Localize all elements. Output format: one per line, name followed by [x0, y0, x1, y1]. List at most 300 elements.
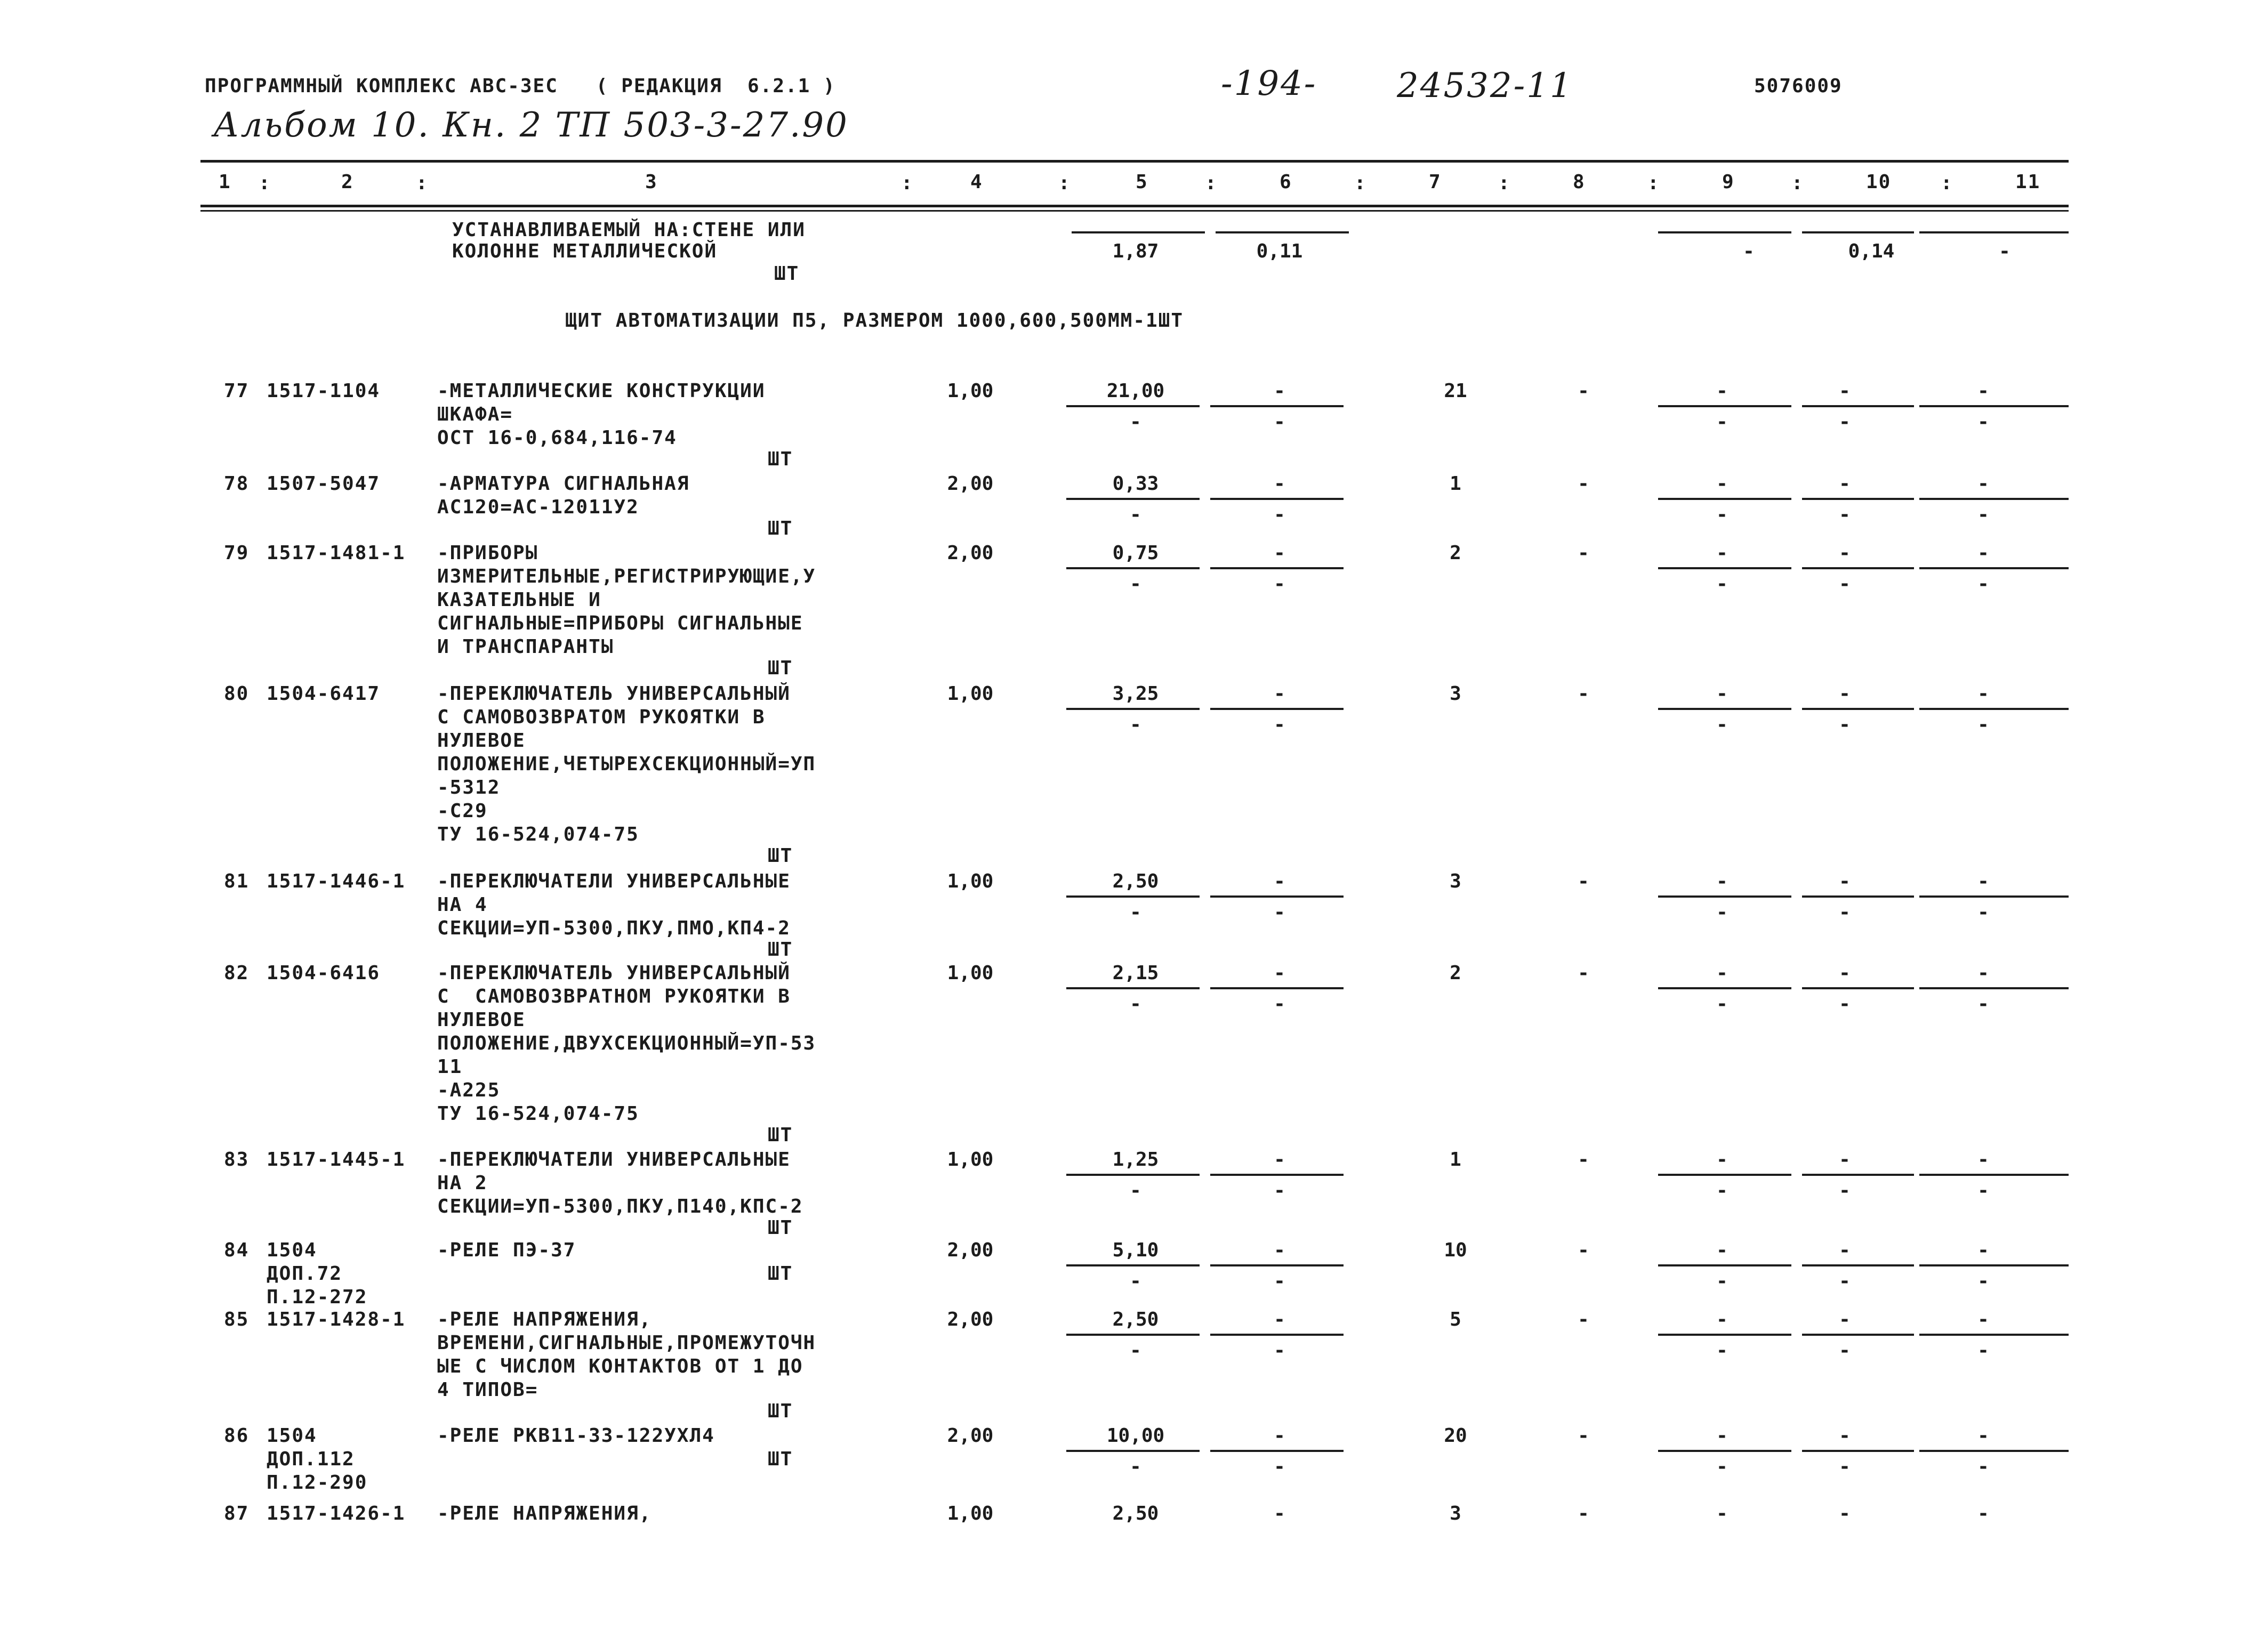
row-unit: ШТ: [768, 939, 793, 961]
cell-divider: [1066, 708, 1200, 710]
cell-divider: [1802, 895, 1914, 898]
row-value-6: -: [1274, 1239, 1285, 1261]
cell-divider: [1658, 1450, 1791, 1452]
row-value-8: -: [1578, 542, 1589, 564]
row-value-10: -: [1839, 542, 1851, 564]
column-separator: :: [259, 172, 271, 194]
program-title: ПРОГРАММНЫЙ КОМПЛЕКС АВС-3ЕС ( РЕДАКЦИЯ 6.2.1 ): [205, 75, 836, 97]
row-description: -ПЕРЕКЛЮЧАТЕЛИ УНИВЕРСАЛЬНЫЕ: [437, 1149, 791, 1171]
row-value-11: -: [1977, 380, 1989, 402]
row-value-6: -: [1274, 1149, 1285, 1171]
row-subvalue-6: -: [1274, 1270, 1285, 1292]
header-rule-top: [200, 160, 2069, 163]
row-value-6: -: [1274, 542, 1285, 564]
row-value-9: -: [1716, 473, 1728, 495]
intro-dash-6: [1216, 231, 1349, 233]
header-rule-bottom: [200, 205, 2069, 207]
row-value-11: -: [1977, 1149, 1989, 1171]
row-value-7: 1: [1450, 1149, 1461, 1171]
row-description: -РЕЛЕ НАПРЯЖЕНИЯ,: [437, 1309, 652, 1330]
row-value-9: -: [1716, 380, 1728, 402]
cell-divider: [1210, 987, 1344, 989]
column-separator: :: [1647, 172, 1660, 194]
cell-divider: [1919, 1450, 2069, 1452]
cell-divider: [1210, 1264, 1344, 1266]
row-subvalue-10: -: [1839, 993, 1851, 1015]
row-code: ДОП.72: [267, 1263, 343, 1285]
row-subvalue-10: -: [1839, 1270, 1851, 1292]
cell-divider: [1802, 1450, 1914, 1452]
row-value-8: -: [1578, 1309, 1589, 1330]
row-description: -АРМАТУРА СИГНАЛЬНАЯ: [437, 473, 690, 495]
row-value-7: 2: [1450, 962, 1461, 984]
row-subvalue-11: -: [1977, 1270, 1989, 1292]
column-header-8: 8: [1573, 171, 1586, 193]
column-separator: :: [1498, 172, 1511, 194]
row-value-6: -: [1274, 683, 1285, 705]
column-header-11: 11: [2015, 171, 2041, 193]
row-description: -А225: [437, 1079, 501, 1101]
cell-divider: [1210, 1334, 1344, 1336]
row-value-8: -: [1578, 962, 1589, 984]
row-value-8: -: [1578, 1425, 1589, 1447]
row-subvalue-5: -: [1130, 411, 1141, 433]
row-number: 83: [224, 1149, 250, 1171]
cell-divider: [1210, 405, 1344, 407]
cell-divider: [1919, 895, 2069, 898]
row-subvalue-11: -: [1977, 1456, 1989, 1478]
row-value-11: -: [1977, 683, 1989, 705]
cell-divider: [1802, 987, 1914, 989]
row-value-11: -: [1977, 473, 1989, 495]
cell-divider: [1066, 567, 1200, 569]
row-subvalue-5: -: [1130, 714, 1141, 736]
row-subvalue-9: -: [1716, 901, 1728, 923]
row-value-6: -: [1274, 1503, 1285, 1524]
row-value-4: 2,00: [947, 1309, 994, 1330]
row-unit: ШТ: [768, 1400, 793, 1422]
row-value-6: -: [1274, 473, 1285, 495]
row-number: 79: [224, 542, 250, 564]
row-subvalue-9: -: [1716, 1340, 1728, 1361]
row-description: НУЛЕВОЕ: [437, 1009, 526, 1031]
row-value-4: 1,00: [947, 380, 994, 402]
row-description: НУЛЕВОЕ: [437, 730, 526, 752]
row-value-4: 2,00: [947, 542, 994, 564]
row-code: 1504-6416: [267, 962, 381, 984]
row-value-11: -: [1977, 1239, 1989, 1261]
row-value-5: 2,50: [1112, 1309, 1159, 1330]
row-description: -ПЕРЕКЛЮЧАТЕЛИ УНИВЕРСАЛЬНЫЕ: [437, 870, 791, 892]
row-description: ЫЕ С ЧИСЛОМ КОНТАКТОВ ОТ 1 ДО: [437, 1355, 803, 1377]
row-code: П.12-272: [267, 1286, 368, 1308]
cell-divider: [1066, 405, 1200, 407]
intro-unit: ШТ: [774, 263, 800, 285]
row-value-4: 2,00: [947, 1425, 994, 1447]
row-unit: ШТ: [768, 1124, 793, 1146]
row-value-9: -: [1716, 1309, 1728, 1330]
cell-divider: [1658, 708, 1791, 710]
cell-divider: [1919, 987, 2069, 989]
row-unit: ШТ: [768, 518, 793, 539]
row-value-8: -: [1578, 683, 1589, 705]
row-value-7: 1: [1450, 473, 1461, 495]
column-header-6: 6: [1280, 171, 1292, 193]
cell-divider: [1066, 1264, 1200, 1266]
row-subvalue-10: -: [1839, 573, 1851, 595]
cell-divider: [1919, 1334, 2069, 1336]
cell-divider: [1919, 567, 2069, 569]
row-subvalue-11: -: [1977, 411, 1989, 433]
document-code: 5076009: [1754, 75, 1843, 97]
cell-divider: [1802, 1334, 1914, 1336]
cell-divider: [1210, 708, 1344, 710]
row-value-4: 1,00: [947, 870, 994, 892]
row-value-5: 5,10: [1112, 1239, 1159, 1261]
row-value-4: 1,00: [947, 962, 994, 984]
cell-divider: [1066, 1334, 1200, 1336]
row-description: И ТРАНСПАРАНТЫ: [437, 636, 614, 658]
row-value-5: 0,33: [1112, 473, 1159, 495]
row-value-10: -: [1839, 1239, 1851, 1261]
intro-dash-9: [1658, 231, 1791, 233]
row-subvalue-11: -: [1977, 714, 1989, 736]
row-subvalue-9: -: [1716, 411, 1728, 433]
row-number: 87: [224, 1503, 250, 1524]
row-subvalue-6: -: [1274, 901, 1285, 923]
row-subvalue-6: -: [1274, 993, 1285, 1015]
row-unit: ШТ: [768, 1217, 793, 1239]
row-subvalue-11: -: [1977, 993, 1989, 1015]
row-code: 1517-1104: [267, 380, 381, 402]
row-value-5: 2,15: [1112, 962, 1159, 984]
row-value-8: -: [1578, 870, 1589, 892]
row-description: 4 ТИПОВ=: [437, 1379, 538, 1401]
row-value-6: -: [1274, 1425, 1285, 1447]
row-description: ПОЛОЖЕНИЕ,ДВУХСЕКЦИОННЫЙ=УП-53: [437, 1032, 816, 1054]
row-subvalue-9: -: [1716, 504, 1728, 526]
column-separator: :: [416, 172, 429, 194]
row-value-8: -: [1578, 380, 1589, 402]
row-value-11: -: [1977, 870, 1989, 892]
row-value-9: -: [1716, 542, 1728, 564]
row-value-8: -: [1578, 1239, 1589, 1261]
row-subvalue-10: -: [1839, 1340, 1851, 1361]
cell-divider: [1658, 567, 1791, 569]
row-number: 80: [224, 683, 250, 705]
intro-value-9: -: [1743, 240, 1755, 262]
column-header-4: 4: [970, 171, 983, 193]
cell-divider: [1066, 987, 1200, 989]
row-subvalue-6: -: [1274, 1340, 1285, 1361]
row-unit: ШТ: [768, 1448, 793, 1470]
row-subvalue-11: -: [1977, 901, 1989, 923]
cell-divider: [1919, 708, 2069, 710]
row-value-5: 21,00: [1106, 380, 1165, 402]
row-code: 1504: [267, 1425, 317, 1447]
row-description: КАЗАТЕЛЬНЫЕ И: [437, 589, 601, 611]
column-header-3: 3: [645, 171, 658, 193]
row-value-9: -: [1716, 962, 1728, 984]
row-description: -С29: [437, 800, 488, 822]
row-description: АС120=АС-12011У2: [437, 496, 639, 518]
row-subvalue-11: -: [1977, 573, 1989, 595]
row-value-7: 3: [1450, 1503, 1461, 1524]
row-subvalue-11: -: [1977, 504, 1989, 526]
cell-divider: [1210, 1174, 1344, 1176]
row-description: СЕКЦИИ=УП-5300,ПКУ,ПМО,КП4-2: [437, 917, 791, 939]
intro-line-1: УСТАНАВЛИВАЕМЫЙ НА:СТЕНЕ ИЛИ: [452, 219, 806, 241]
cell-divider: [1802, 1264, 1914, 1266]
intro-value-10: 0,14: [1848, 240, 1895, 262]
page-number: -194-: [1221, 64, 1317, 103]
row-description: -ПЕРЕКЛЮЧАТЕЛЬ УНИВЕРСАЛЬНЫЙ: [437, 962, 791, 984]
row-subvalue-6: -: [1274, 573, 1285, 595]
row-value-9: -: [1716, 1149, 1728, 1171]
row-value-9: -: [1716, 1503, 1728, 1524]
row-code: 1504: [267, 1239, 317, 1261]
cell-divider: [1658, 1334, 1791, 1336]
cell-divider: [1658, 987, 1791, 989]
row-value-9: -: [1716, 1425, 1728, 1447]
row-description: ТУ 16-524,074-75: [437, 824, 639, 845]
row-value-5: 0,75: [1112, 542, 1159, 564]
row-number: 77: [224, 380, 250, 402]
row-value-6: -: [1274, 1309, 1285, 1330]
row-value-11: -: [1977, 542, 1989, 564]
cell-divider: [1210, 1450, 1344, 1452]
row-description: ОСТ 16-0,684,116-74: [437, 427, 677, 449]
album-reference: Альбом 10. Кн. 2 ТП 503-3-27.90: [213, 106, 849, 145]
row-subvalue-6: -: [1274, 1456, 1285, 1478]
row-subvalue-9: -: [1716, 1270, 1728, 1292]
row-value-10: -: [1839, 962, 1851, 984]
column-header-1: 1: [219, 171, 231, 193]
intro-dash-10: [1802, 231, 1914, 233]
row-description: СЕКЦИИ=УП-5300,ПКУ,П140,КПС-2: [437, 1196, 803, 1217]
row-value-8: -: [1578, 1503, 1589, 1524]
row-number: 78: [224, 473, 250, 495]
cell-divider: [1658, 895, 1791, 898]
cell-divider: [1658, 1174, 1791, 1176]
row-subvalue-10: -: [1839, 1456, 1851, 1478]
row-value-5: 1,25: [1112, 1149, 1159, 1171]
row-value-10: -: [1839, 1309, 1851, 1330]
column-separator: :: [1205, 172, 1218, 194]
row-value-8: -: [1578, 1149, 1589, 1171]
row-subvalue-6: -: [1274, 1180, 1285, 1201]
row-value-9: -: [1716, 870, 1728, 892]
cell-divider: [1919, 1174, 2069, 1176]
row-description: -ПРИБОРЫ: [437, 542, 538, 564]
row-value-10: -: [1839, 380, 1851, 402]
row-subvalue-5: -: [1130, 1180, 1141, 1201]
row-value-11: -: [1977, 962, 1989, 984]
row-code: 1517-1426-1: [267, 1503, 406, 1524]
row-subvalue-10: -: [1839, 411, 1851, 433]
row-number: 81: [224, 870, 250, 892]
row-value-11: -: [1977, 1503, 1989, 1524]
row-number: 85: [224, 1309, 250, 1330]
row-value-8: -: [1578, 473, 1589, 495]
cell-divider: [1210, 567, 1344, 569]
cell-divider: [1802, 405, 1914, 407]
section-title: ЩИТ АВТОМАТИЗАЦИИ П5, РАЗМЕРОМ 1000,600,500ММ-1ШТ: [565, 310, 1184, 332]
row-description: НА 4: [437, 894, 488, 916]
column-separator: :: [1941, 172, 1953, 194]
row-subvalue-5: -: [1130, 1456, 1141, 1478]
row-value-5: 2,50: [1112, 870, 1159, 892]
row-code: 1517-1446-1: [267, 870, 406, 892]
cell-divider: [1066, 895, 1200, 898]
row-subvalue-9: -: [1716, 993, 1728, 1015]
row-description: -5312: [437, 777, 501, 798]
document-number: 24532-11: [1397, 66, 1573, 106]
column-separator: :: [1354, 172, 1367, 194]
row-description: -РЕЛЕ РКВ11-33-122УХЛ4: [437, 1425, 715, 1447]
column-header-2: 2: [341, 171, 354, 193]
row-value-11: -: [1977, 1309, 1989, 1330]
row-subvalue-10: -: [1839, 714, 1851, 736]
row-description: С САМОВОЗВРАТОМ РУКОЯТКИ В: [437, 706, 766, 728]
intro-value-11: -: [1999, 240, 2010, 262]
column-header-9: 9: [1722, 171, 1735, 193]
row-value-10: -: [1839, 683, 1851, 705]
row-description: 11: [437, 1056, 463, 1078]
row-subvalue-9: -: [1716, 573, 1728, 595]
row-value-11: -: [1977, 1425, 1989, 1447]
row-subvalue-11: -: [1977, 1180, 1989, 1201]
cell-divider: [1210, 498, 1344, 500]
cell-divider: [1802, 567, 1914, 569]
row-value-4: 2,00: [947, 473, 994, 495]
row-description: ТУ 16-524,074-75: [437, 1103, 639, 1125]
cell-divider: [1919, 1264, 2069, 1266]
intro-line-2: КОЛОННЕ МЕТАЛЛИЧЕСКОЙ: [452, 240, 718, 262]
row-value-4: 1,00: [947, 1503, 994, 1524]
row-code: 1507-5047: [267, 473, 381, 495]
row-description: -РЕЛЕ ПЭ-37: [437, 1239, 576, 1261]
row-value-7: 2: [1450, 542, 1461, 564]
row-subvalue-5: -: [1130, 993, 1141, 1015]
intro-dash-5: [1072, 231, 1205, 233]
row-unit: ШТ: [768, 845, 793, 867]
row-subvalue-6: -: [1274, 714, 1285, 736]
row-code: 1517-1481-1: [267, 542, 406, 564]
cell-divider: [1919, 498, 2069, 500]
row-value-7: 5: [1450, 1309, 1461, 1330]
row-subvalue-9: -: [1716, 1456, 1728, 1478]
row-value-5: 10,00: [1106, 1425, 1165, 1447]
row-description: -ПЕРЕКЛЮЧАТЕЛЬ УНИВЕРСАЛЬНЫЙ: [437, 683, 791, 705]
cell-divider: [1066, 498, 1200, 500]
row-subvalue-10: -: [1839, 504, 1851, 526]
row-number: 84: [224, 1239, 250, 1261]
row-value-6: -: [1274, 380, 1285, 402]
row-value-9: -: [1716, 1239, 1728, 1261]
row-description: ПОЛОЖЕНИЕ,ЧЕТЫРЕХСЕКЦИОННЫЙ=УП: [437, 753, 816, 775]
row-code: 1517-1428-1: [267, 1309, 406, 1330]
row-unit: ШТ: [768, 657, 793, 679]
cell-divider: [1066, 1450, 1200, 1452]
row-subvalue-10: -: [1839, 1180, 1851, 1201]
row-description: ШКАФА=: [437, 404, 513, 425]
row-subvalue-5: -: [1130, 1270, 1141, 1292]
row-value-7: 3: [1450, 683, 1461, 705]
row-subvalue-11: -: [1977, 1340, 1989, 1361]
row-value-9: -: [1716, 683, 1728, 705]
cell-divider: [1802, 498, 1914, 500]
row-value-7: 3: [1450, 870, 1461, 892]
header-rule-bottom-2: [200, 210, 2069, 212]
row-unit: ШТ: [768, 448, 793, 470]
row-value-4: 1,00: [947, 683, 994, 705]
row-value-6: -: [1274, 962, 1285, 984]
row-code: 1517-1445-1: [267, 1149, 406, 1171]
column-header-5: 5: [1136, 171, 1148, 193]
row-value-10: -: [1839, 1503, 1851, 1524]
column-header-7: 7: [1429, 171, 1442, 193]
cell-divider: [1658, 1264, 1791, 1266]
row-description: -РЕЛЕ НАПРЯЖЕНИЯ,: [437, 1503, 652, 1524]
row-description: ИЗМЕРИТЕЛЬНЫЕ,РЕГИСТРИРУЮЩИЕ,У: [437, 566, 816, 587]
row-subvalue-6: -: [1274, 411, 1285, 433]
column-separator: :: [1791, 172, 1804, 194]
row-value-7: 20: [1444, 1425, 1467, 1447]
row-subvalue-6: -: [1274, 504, 1285, 526]
row-subvalue-10: -: [1839, 901, 1851, 923]
cell-divider: [1658, 498, 1791, 500]
row-code: П.12-290: [267, 1472, 368, 1494]
cell-divider: [1802, 1174, 1914, 1176]
column-separator: :: [1058, 172, 1071, 194]
row-value-4: 2,00: [947, 1239, 994, 1261]
row-subvalue-5: -: [1130, 504, 1141, 526]
row-value-4: 1,00: [947, 1149, 994, 1171]
row-value-10: -: [1839, 1149, 1851, 1171]
row-number: 82: [224, 962, 250, 984]
row-subvalue-9: -: [1716, 714, 1728, 736]
row-subvalue-9: -: [1716, 1180, 1728, 1201]
intro-value-6: 0,11: [1256, 240, 1303, 262]
row-value-10: -: [1839, 1425, 1851, 1447]
cell-divider: [1066, 1174, 1200, 1176]
cell-divider: [1919, 405, 2069, 407]
row-code: 1504-6417: [267, 683, 381, 705]
intro-value-5: 1,87: [1112, 240, 1159, 262]
cell-divider: [1802, 708, 1914, 710]
cell-divider: [1210, 895, 1344, 898]
row-value-5: 3,25: [1112, 683, 1159, 705]
row-unit: ШТ: [768, 1263, 793, 1285]
row-value-6: -: [1274, 870, 1285, 892]
row-value-5: 2,50: [1112, 1503, 1159, 1524]
row-value-7: 10: [1444, 1239, 1467, 1261]
row-description: СИГНАЛЬНЫЕ=ПРИБОРЫ СИГНАЛЬНЫЕ: [437, 612, 803, 634]
column-separator: :: [901, 172, 914, 194]
row-description: ВРЕМЕНИ,СИГНАЛЬНЫЕ,ПРОМЕЖУТОЧН: [437, 1332, 816, 1354]
row-subvalue-5: -: [1130, 901, 1141, 923]
intro-dash-11: [1919, 231, 2069, 233]
cell-divider: [1658, 405, 1791, 407]
row-value-10: -: [1839, 473, 1851, 495]
row-value-7: 21: [1444, 380, 1467, 402]
row-description: С САМОВОЗВРАТНОМ РУКОЯТКИ В: [437, 986, 791, 1007]
row-description: -МЕТАЛЛИЧЕСКИЕ КОНСТРУКЦИИ: [437, 380, 766, 402]
row-code: ДОП.112: [267, 1448, 355, 1470]
row-number: 86: [224, 1425, 250, 1447]
row-value-10: -: [1839, 870, 1851, 892]
